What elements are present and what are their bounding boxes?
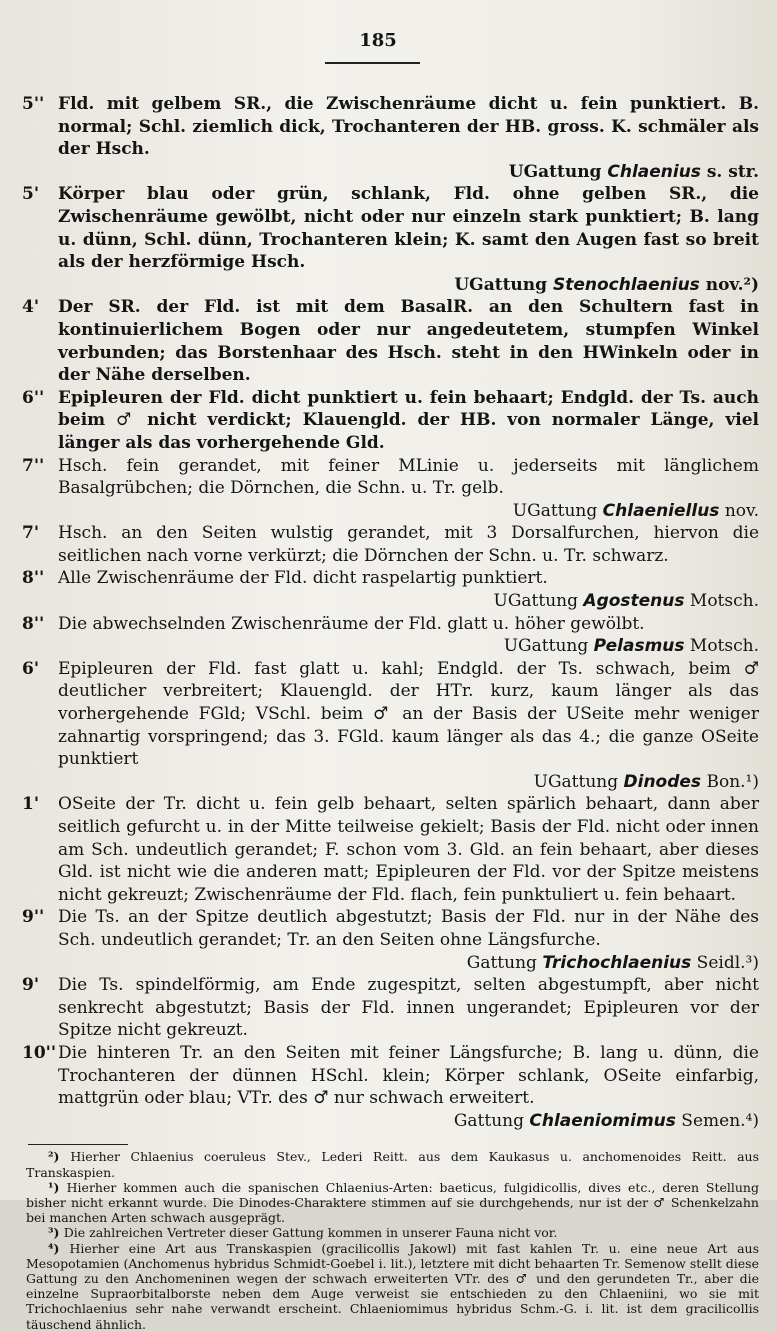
genus-line [58,635,759,658]
genus-prefix: UGattung [503,636,594,657]
genus-author: Semen.⁴) [675,1110,759,1131]
footnote-mark: ⁴) [48,1240,70,1256]
entry-number: 4' [22,297,40,318]
genus-name: Stenochlaenius [552,274,700,295]
footnote-text: Hierher kommen auch die spanischen Chlaenius-Arten: baeticus, fulgidicollis, dives etc., deren Stellung bisher nicht erkannt wurde. Die Dinodes-Charaktere stimmen auf sie durchgehends, nur ist der ♂ Schenkelzahn bei manchen Arten schwach ausgeprägt. [26,1179,759,1226]
genus-name: Chlaeniomimus [529,1110,676,1131]
entry-number: 8'' [22,568,45,589]
genus-prefix: Gattung [466,952,543,973]
entry-number: 10'' [22,1042,57,1063]
entry-text: Hsch. an den Seiten wulstig gerandet, mit 3 Dorsalfurchen, hiervon die seitlichen nach vorne verkürzt; die Dörnchen der Schn. u. Tr. schwarz. [58,523,759,566]
entry-text: Hsch. fein gerandet, mit feiner MLinie u. jederseits mit länglichem Basalgrübchen; die Dörnchen, die Schn. u. Tr. gelb. [58,455,759,499]
entry-text: Körper blau oder grün, schlank, Fld. ohne gelben SR., die Zwischenräume gewölbt, nicht oder nur einzeln stark punktiert; B. lang u. dünn, Schl. dünn, Trochanteren klein; K. samt den Augen fast so breit als der herzförmige Hsch. [58,184,759,273]
footnote [26,1149,759,1179]
key-entry [22,658,759,794]
key-entry [22,974,759,1042]
footnotes [22,1149,759,1331]
entry-number: 5'' [22,94,45,114]
genus-author: nov.²) [699,274,759,295]
entry-text: Die Ts. an der Spitze deutlich abgestutzt; Basis der Fld. nur in der Nähe des Sch. undeutlich gerandet; Tr. an den Seiten ohne Längsfurche. [58,907,759,950]
entry-number: 5' [22,184,40,205]
genus-name: Dinodes [623,771,702,792]
entry-text: Alle Zwischenräume der Fld. dicht raspelartig punktiert. [58,568,548,589]
key-entry [22,906,759,974]
genus-line [58,161,759,184]
entry-text: Die hinteren Tr. an den Seiten mit feiner Längsfurche; B. lang u. dünn, die Trochanteren der dünnen HSchl. klein; Körper schlank, OSeite einfarbig, mattgrün oder blau; VTr. des ♂ nur schwach erweitert. [58,1042,759,1109]
genus-author: nov. [719,500,759,521]
footnote [26,1241,759,1332]
genus-name: Pelasmus [593,636,685,657]
genus-prefix: UGattung [454,274,553,295]
footnote-text: Hierher eine Art aus Transkaspien (gracilicollis Jakowl) mit fast kahlen Tr. u. eine neue Art aus Mesopotamien (Anchomenus hybridus Schmidt-Goebel i. lit.), letztere mit dicht behaarten Tr. Semenow stellt diese Gattung zu den Anchomeninen wegen der schwach erweiterten VTr. des ♂ und den gerundeten Tr., aber die einzelne Supraorbitalborste neben dem Auge verweist sie entschieden zu den Chlaeniini, wo sie mit Trichochlaenius sehr nahe verwandt erscheint. Chlaeniomimus hybridus Schm.-G. i. lit. ist dem gracilicollis täuschend ähnlich. [26,1240,759,1332]
key-entry [22,522,759,567]
entry-text: Die abwechselnden Zwischenräume der Fld. glatt u. höher gewölbt. [58,613,645,634]
key-entry [22,613,759,658]
genus-prefix: UGattung [512,500,603,521]
genus-prefix: UGattung [508,161,608,182]
entry-number: 9'' [22,907,45,928]
footnote [26,1225,759,1240]
key-entry [22,296,759,386]
key-entry [22,793,759,906]
genus-line [58,590,759,613]
entry-text: Epipleuren der Fld. fast glatt u. kahl; Endgld. der Ts. schwach, beim ♂ deutlicher verbreitert; Klauengld. der HTr. kurz, kaum länger als das vorhergehende FGld; VSchl. beim ♂ an der Basis der USeite mehr weniger zahnartig vorspringend; das 3. FGld. kaum länger als das 4.; die ganze OSeite punktiert [58,658,759,770]
entry-text: Epipleuren der Fld. dicht punktiert u. fein behaart; Endgld. der Ts. auch beim ♂ nicht verdickt; Klauengld. der HB. von normaler Länge, viel länger als das vorhergehende Gld. [58,387,759,453]
genus-name: Chlaeniellus [602,500,720,521]
genus-name: Trichochlaenius [542,952,692,973]
footnote-mark: ³) [48,1225,64,1241]
key-entries [22,93,759,1132]
genus-line [58,952,759,975]
footnote [26,1180,759,1226]
entry-text: Fld. mit gelbem SR., die Zwischenräume dicht u. fein punktiert. B. normal; Schl. ziemlich dick, Trochanteren der HB. gross. K. schmäler als der Hsch. [58,94,759,160]
genus-prefix: Gattung [453,1110,530,1131]
footnote-text: Hierher Chlaenius coeruleus Stev., Lederi Reitt. aus dem Kaukasus u. anchomenoides Reitt. aus Transkaspien. [26,1149,759,1180]
footnote-mark: ¹) [48,1179,67,1195]
entry-number: 6' [22,658,40,679]
genus-prefix: UGattung [493,591,584,612]
genus-author: Seidl.³) [691,952,759,973]
genus-line [58,771,759,794]
genus-name: Agostenus [583,591,685,612]
key-entry [22,567,759,612]
genus-author: Motsch. [684,636,759,657]
key-entry [22,1042,759,1132]
key-entry [22,455,759,523]
entry-number: 7' [22,523,40,544]
entry-text: Die Ts. spindelförmig, am Ende zugespitzt, selten abgestumpft, aber nicht senkrecht abgestutzt; Basis der Fld. innen ungerandet; Epipleuren vor der Spitze nicht gekreuzt. [58,975,759,1041]
entry-number: 1' [22,794,40,815]
genus-line [58,500,759,523]
genus-prefix: UGattung [533,771,624,792]
key-entry [22,183,759,296]
entry-text: Der SR. der Fld. ist mit dem BasalR. an den Schultern fast in kontinuierlichem Bogen oder nur angedeutetem, stumpfen Winkel verbunden; das Borstenhaar des Hsch. steht in den HWinkeln oder in der Nähe derselben. [58,297,759,386]
footnote-text: Die zahlreichen Vertreter dieser Gattung kommen in unserer Fauna nicht vor. [63,1225,558,1241]
genus-author: Bon.¹) [701,771,759,792]
entry-number: 7'' [22,455,45,476]
genus-author: s. str. [700,161,759,182]
genus-author: Motsch. [684,591,759,612]
footnote-mark: ²) [48,1149,71,1165]
genus-line [58,274,759,297]
page-number: 185 [359,30,397,51]
entry-number: 9' [22,975,40,996]
entry-text: OSeite der Tr. dicht u. fein gelb behaart, selten spärlich behaart, dann aber seitlich gefurcht u. in der Mitte teilweise gekielt; Basis der Fld. nicht oder innen am Sch. undeutlich gerandet; F. schon vom 3. Gld. an fein behaart, aber dieses Gld. ist nicht wie die anderen matt; Epipleuren der Fld. vor der Spitze meistens nicht gekreuzt; Zwischenräume der Fld. flach, fein punktuliert u. fein behaart. [58,794,759,905]
entry-number: 8'' [22,613,45,634]
entry-number: 6'' [22,387,45,408]
genus-line [58,1110,759,1133]
genus-name: Chlaenius [607,161,701,182]
header-rule [325,62,420,64]
footnote-rule [28,1144,128,1145]
key-entry [22,93,759,183]
key-entry [22,387,759,455]
